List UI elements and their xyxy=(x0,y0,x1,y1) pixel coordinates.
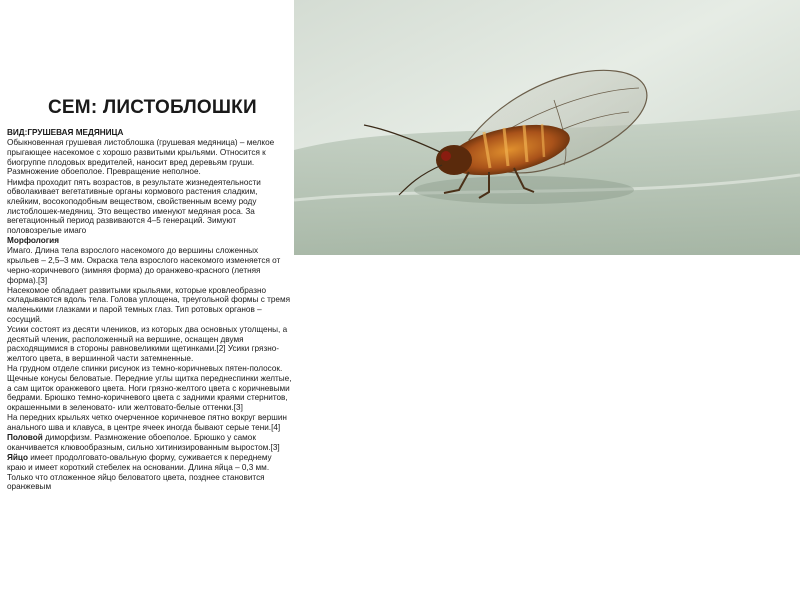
intro-paragraph: Обыкновенная грушевая листоблошка (грушевая медяница) – мелкое прыгающее насекомое с хорошо развитыми крыльями. Относится к биогруппе плодовых вредителей, наносит вред деревьям груши. Размножение обоеполое. Превращение неполное. xyxy=(7,138,275,177)
article-body xyxy=(7,128,292,493)
egg-bold-text: Яйцо xyxy=(7,453,28,463)
morphology-heading: Морфология xyxy=(7,236,59,246)
forewings-paragraph: На передних крыльях четко очерченное коричневое пятно вокруг вершин анального шва и клавуса, в центре ячеек иногда бывают серые тени.[4] xyxy=(7,413,287,433)
species-heading: ВИД:ГРУШЕВАЯ МЕДЯНИЦА xyxy=(7,128,124,137)
antennae-paragraph: Усики состоят из десяти члеников, из которых два основных утолщены, а десятый членик, расположенный на вершине, оснащен двумя расходящимися в стороны равновеликими щетинками.[2] Усики грязно-желтого цвета, в вершинной части затемненные. xyxy=(7,325,288,364)
insect-photo xyxy=(294,0,800,255)
thorax-paragraph: На грудном отделе спинки рисунок из темно-коричневых пятен-полосок. Щечные конусы беловатые. Передние углы щитка переднеспинки желтые, а сам щиток оранжевого цвета. Ноги грязно-желтого цвета с коричневыми бедрами. Брюшко темно-коричневого цвета с задними краями стернитов, окрашенными в зеленовато- или желтовато-белые оттенки.[3] xyxy=(7,364,292,413)
pear-psylla-image xyxy=(294,0,800,255)
wings-paragraph: Насекомое обладает развитыми крыльями, которые кровлеобразно складываются вдоль тела. Голова уплощена, треугольной формы с тремя маленькими глазками и парой темных глаз. Тип ротовых органов – сосущий. xyxy=(7,285,291,324)
nymph-paragraph: Нимфа проходит пять возрастов, в результате жизнедеятельности обволакивает вегетативные органы кормового растения сладким, клейким, восокоподобным веществом, свойственным всему роду листоблошек-медяниц. Это вещество именуют медяная роса. За вегетационный период развиваются 4–5 генераций. Зимуют половозрелые имаго xyxy=(7,177,261,236)
sex-bold-text: Половой xyxy=(7,433,43,443)
imago-paragraph: Имаго. Длина тела взрослого насекомого до вершины сложенных крыльев – 2,5–3 мм. Окраска тела взрослого насекомого изменяется от черно-коричневого (зимняя форма) до оранжево-красного (летняя форма).[3] xyxy=(7,246,281,285)
egg-rest-text: имеет продолговато-овальную форму, суживается к переднему краю и имеет короткий стебелек на основании. Длина яйца – 0,3 мм. Только что отложенное яйцо беловатого цвета, позднее становится оранжевым xyxy=(7,453,272,492)
page-title: СЕМ: ЛИСТОБЛОШКИ xyxy=(48,97,257,118)
sex-rest-text: диморфизм. Размножение обоеполое. Брюшко у самок оканчивается клювообразным, сильно хитинизированным выростом.[3] xyxy=(7,433,280,452)
sexual-dimorphism-paragraph xyxy=(7,433,292,452)
egg-paragraph xyxy=(7,453,292,492)
